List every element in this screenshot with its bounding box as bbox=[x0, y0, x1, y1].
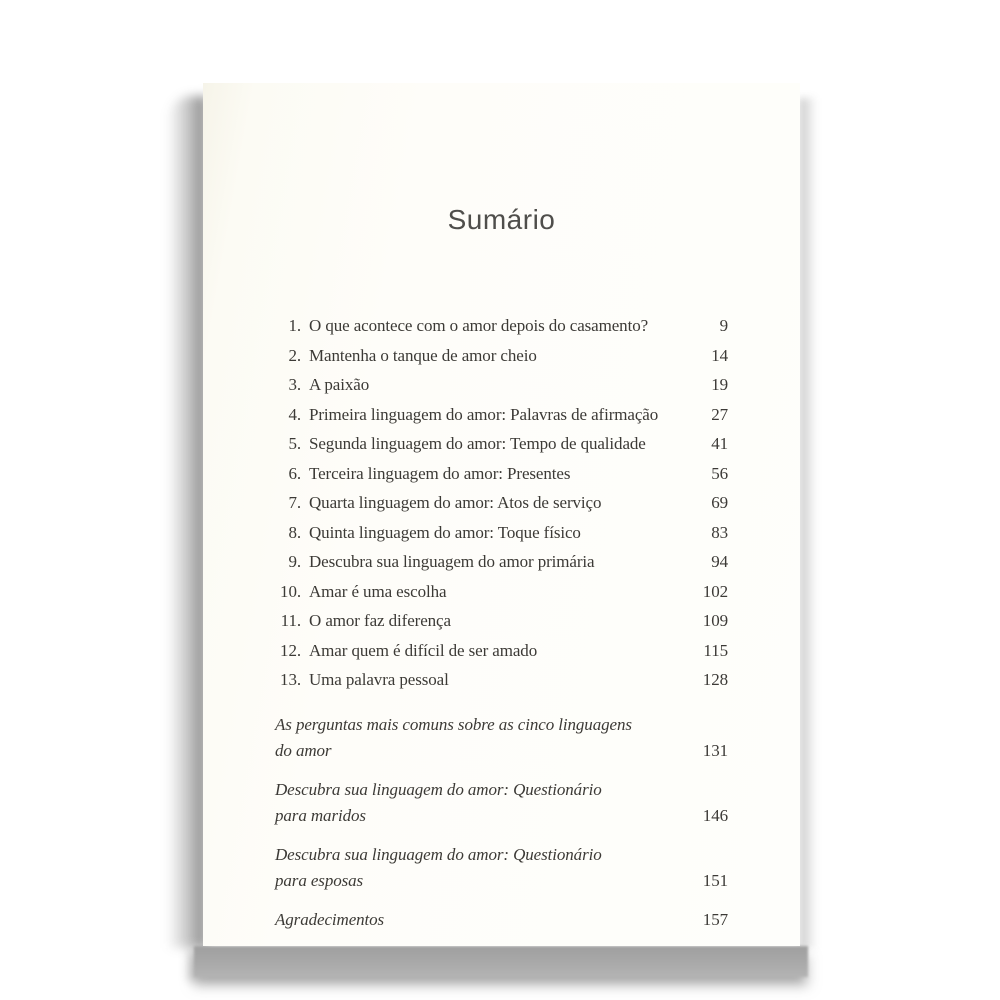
chapter-page-number: 128 bbox=[702, 670, 728, 689]
chapter-number: 12. bbox=[280, 640, 301, 660]
chapter-number: 8. bbox=[288, 522, 301, 542]
chapter-page-number: 14 bbox=[711, 345, 728, 365]
chapter-number: 13. bbox=[280, 670, 301, 689]
chapter-title: Primeira linguagem do amor: Palavras de afirmação bbox=[309, 404, 659, 424]
chapter-list bbox=[275, 311, 728, 695]
toc-chapter-row bbox=[275, 518, 728, 548]
chapter-title: Amar quem é difícil de ser amado bbox=[309, 640, 538, 660]
appendix-page-number: 131 bbox=[702, 740, 728, 760]
appendix-list bbox=[275, 712, 728, 933]
toc-appendix-row bbox=[275, 842, 728, 894]
chapter-title: Quarta linguagem do amor: Atos de serviço bbox=[309, 493, 602, 512]
chapter-number: 3. bbox=[288, 375, 301, 394]
chapter-page-number: 69 bbox=[711, 493, 728, 512]
appendix-title bbox=[275, 712, 684, 764]
chapter-title: Terceira linguagem do amor: Presentes bbox=[309, 463, 571, 483]
page-title: Sumário bbox=[447, 204, 556, 235]
chapter-page-number: 19 bbox=[711, 375, 728, 394]
book-bottom-edge bbox=[194, 946, 808, 977]
appendix-page-number: 146 bbox=[702, 805, 728, 825]
appendix-title bbox=[275, 777, 684, 829]
toc-appendix-row bbox=[275, 907, 728, 933]
chapter-page-number: 115 bbox=[703, 640, 728, 660]
appendix-title-line1: Descubra sua linguagem do amor: Questionário bbox=[275, 779, 602, 799]
toc-chapter-row bbox=[275, 429, 728, 459]
toc-chapter-row bbox=[275, 547, 728, 577]
chapter-page-number: 27 bbox=[711, 404, 728, 424]
chapter-number: 6. bbox=[288, 463, 301, 483]
toc-chapter-row bbox=[275, 665, 728, 695]
appendix-page-number: 151 bbox=[702, 870, 728, 890]
toc-chapter-row bbox=[275, 577, 728, 607]
book-page bbox=[203, 83, 800, 946]
toc-chapter-row bbox=[275, 488, 728, 518]
chapter-page-number: 41 bbox=[711, 434, 728, 453]
chapter-number: 9. bbox=[288, 552, 301, 571]
appendix-title bbox=[275, 907, 684, 933]
appendix-title bbox=[275, 842, 684, 894]
chapter-number: 10. bbox=[280, 581, 301, 601]
chapter-title: O que acontece com o amor depois do casamento? bbox=[309, 316, 649, 335]
toc-appendix-row bbox=[275, 712, 728, 764]
chapter-number: 5. bbox=[288, 434, 301, 453]
chapter-title: O amor faz diferença bbox=[309, 611, 451, 630]
page-right-shadow bbox=[799, 98, 817, 948]
appendix-title-line1: Descubra sua linguagem do amor: Questionário bbox=[275, 844, 602, 864]
appendix-title-line2: para maridos bbox=[275, 805, 366, 825]
chapter-title: Amar é uma escolha bbox=[309, 581, 447, 601]
chapter-number: 11. bbox=[280, 611, 301, 630]
chapter-page-number: 109 bbox=[702, 611, 728, 630]
chapter-number: 7. bbox=[288, 493, 301, 512]
appendix-title-line1: As perguntas mais comuns sobre as cinco linguagens bbox=[275, 714, 632, 734]
page-left-shadow bbox=[167, 96, 207, 948]
chapter-title: Uma palavra pessoal bbox=[309, 670, 449, 689]
chapter-title: Quinta linguagem do amor: Toque físico bbox=[309, 522, 581, 542]
chapter-page-number: 102 bbox=[702, 581, 728, 601]
toc-appendix-row bbox=[275, 777, 728, 829]
appendix-title-line2: para esposas bbox=[275, 870, 364, 890]
chapter-number: 1. bbox=[288, 316, 301, 335]
appendix-title-line1: Agradecimentos bbox=[275, 909, 385, 929]
chapter-title: Mantenha o tanque de amor cheio bbox=[309, 345, 537, 365]
chapter-page-number: 56 bbox=[711, 463, 728, 483]
chapter-title: Descubra sua linguagem do amor primária bbox=[309, 552, 595, 571]
chapter-page-number: 94 bbox=[711, 552, 728, 571]
chapter-number: 2. bbox=[288, 345, 301, 365]
toc-chapter-row bbox=[275, 636, 728, 666]
toc-chapter-row bbox=[275, 370, 728, 400]
chapter-title: A paixão bbox=[309, 375, 370, 394]
appendix-page-number: 157 bbox=[702, 909, 728, 929]
toc-chapter-row bbox=[275, 311, 728, 341]
toc-chapter-row bbox=[275, 459, 728, 489]
chapter-title: Segunda linguagem do amor: Tempo de qualidade bbox=[309, 434, 646, 453]
chapter-page-number: 9 bbox=[719, 316, 728, 335]
appendix-title-line2: do amor bbox=[275, 740, 332, 760]
chapter-page-number: 83 bbox=[711, 522, 728, 542]
toc-chapter-row bbox=[275, 606, 728, 636]
toc-chapter-row bbox=[275, 400, 728, 430]
toc-chapter-row bbox=[275, 341, 728, 371]
chapter-number: 4. bbox=[288, 404, 301, 424]
